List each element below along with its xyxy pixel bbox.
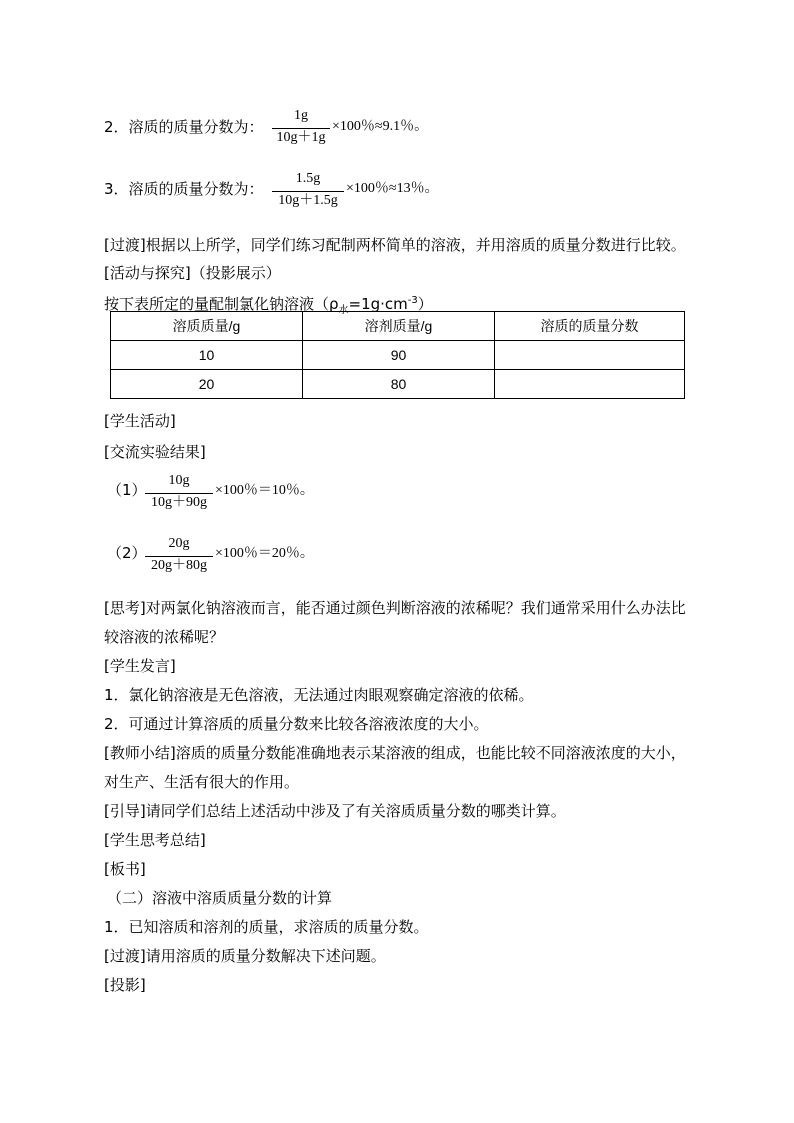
table-cell: 90 bbox=[303, 341, 495, 370]
table-cell bbox=[495, 341, 685, 370]
result-prefix: （2） bbox=[107, 544, 147, 562]
fraction-numerator: 10g bbox=[168, 473, 190, 488]
para-student-speak: [学生发言] bbox=[104, 657, 176, 675]
para-think-line1: [思考]对两氯化钠溶液而言，能否通过颜色判断溶液的浓稀呢？我们通常采用什么办法比 bbox=[104, 599, 686, 617]
para-exchange: [交流实验结果] bbox=[104, 443, 206, 461]
header-cell: 溶质的质量分数 bbox=[495, 312, 685, 341]
para-board: [板书] bbox=[104, 860, 146, 878]
para-student-think: [学生思考总结] bbox=[104, 831, 206, 849]
table-header-row bbox=[111, 312, 685, 341]
para-summary-line1: [教师小结]溶质的质量分数能准确地表示某溶液的组成，也能比较不同溶液浓度的大小， bbox=[104, 744, 686, 762]
caption-text: 按下表所定的量配制氯化钠溶液（ρ bbox=[104, 295, 339, 313]
para-activity: [活动与探究]（投影展示） bbox=[104, 264, 281, 282]
para-think-line2: 较溶液的浓稀呢？ bbox=[104, 628, 225, 646]
result-prefix: （1） bbox=[107, 481, 147, 499]
table-cell: 20 bbox=[111, 370, 303, 399]
fraction-denominator: 10g＋1g bbox=[276, 130, 326, 145]
fraction bbox=[272, 171, 344, 211]
fraction-numerator: 1g bbox=[294, 108, 308, 123]
caption-rest: =1g·cm bbox=[348, 295, 408, 313]
table-row bbox=[111, 370, 685, 399]
table-cell: 10 bbox=[111, 341, 303, 370]
data-table bbox=[110, 311, 685, 399]
formula-tail: ×100％≈9.1％。 bbox=[332, 119, 429, 134]
fraction-denominator: 20g＋80g bbox=[151, 558, 207, 573]
formula-prefix: 2．溶质的质量分数为： bbox=[104, 118, 264, 136]
fraction bbox=[145, 536, 213, 576]
para-projection: [投影] bbox=[104, 976, 146, 994]
para-guide: [引导]请同学们总结上述活动中涉及了有关溶质质量分数的哪类计算。 bbox=[104, 802, 566, 820]
formula-tail: ×100％≈13％。 bbox=[346, 181, 439, 196]
fraction-bar bbox=[272, 191, 344, 192]
para-student-activity: [学生活动] bbox=[104, 412, 176, 430]
fraction-bar bbox=[145, 493, 213, 494]
fraction bbox=[145, 473, 213, 513]
header-cell: 溶质质量/g bbox=[111, 312, 303, 341]
fraction-bar bbox=[272, 128, 330, 129]
table-row bbox=[111, 341, 685, 370]
result-tail: ×100％＝20％。 bbox=[215, 546, 314, 561]
speak-item-1: 1．氯化钠溶液是无色溶液，无法通过肉眼观察确定溶液的依稀。 bbox=[104, 686, 534, 704]
fraction bbox=[272, 108, 330, 148]
caption-close: ） bbox=[417, 295, 433, 313]
caption-sup: -3 bbox=[407, 295, 418, 306]
header-cell: 溶剂质量/g bbox=[303, 312, 495, 341]
para-item-1: 1．已知溶质和溶剂的质量，求溶质的质量分数。 bbox=[104, 918, 429, 936]
table-cell bbox=[495, 370, 685, 399]
result-tail: ×100％＝10％。 bbox=[215, 483, 314, 498]
fraction-numerator: 20g bbox=[168, 536, 190, 551]
para-section-title: （二）溶液中溶质质量分数的计算 bbox=[107, 889, 333, 907]
fraction-denominator: 10g＋90g bbox=[151, 495, 207, 510]
speak-item-2: 2．可通过计算溶质的质量分数来比较各溶液浓度的大小。 bbox=[104, 715, 489, 733]
fraction-numerator: 1.5g bbox=[295, 171, 321, 186]
para-transition: [过渡]根据以上所学，同学们练习配制两杯简单的溶液，并用溶质的质量分数进行比较。 bbox=[104, 236, 686, 254]
formula-prefix: 3．溶质的质量分数为： bbox=[104, 180, 264, 198]
caption-sub: 水 bbox=[338, 305, 349, 316]
table-cell: 80 bbox=[303, 370, 495, 399]
fraction-denominator: 10g＋1.5g bbox=[278, 193, 338, 208]
para-transition-2: [过渡]请用溶质的质量分数解决下述问题。 bbox=[104, 947, 386, 965]
fraction-bar bbox=[145, 556, 213, 557]
para-summary-line2: 对生产、生活有很大的作用。 bbox=[104, 773, 300, 791]
